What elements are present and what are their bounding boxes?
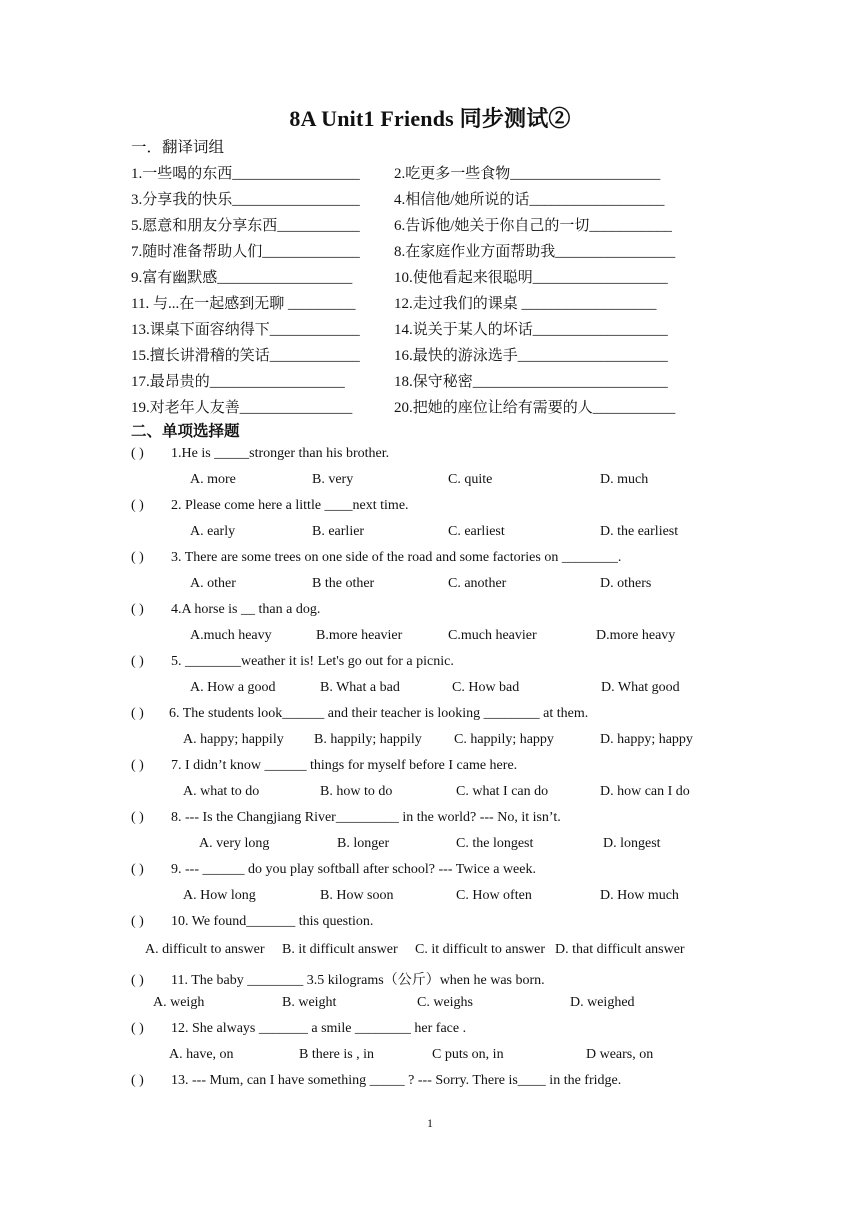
option[interactable]: D. the earliest	[600, 524, 679, 539]
option[interactable]: D. that difficult answer	[555, 942, 685, 957]
question-text: 8. --- Is the Changjiang River_________ in the world? --- No, it isn’t.	[171, 810, 561, 825]
answer-blank[interactable]: ( )	[131, 1073, 144, 1088]
question-line	[131, 758, 517, 774]
vocab-item: 13.课桌下面容纳得下____________	[131, 322, 360, 338]
question-text: 12. She always _______ a smile ________ her face .	[171, 1021, 467, 1036]
option[interactable]: B there is , in	[299, 1047, 375, 1062]
option[interactable]: D. others	[600, 576, 652, 591]
vocab-item: 20.把她的座位让给有需要的人___________	[394, 400, 676, 416]
option[interactable]: B. it difficult answer	[282, 942, 398, 957]
question-line	[131, 446, 389, 462]
option[interactable]: C.much heavier	[448, 628, 537, 643]
answer-blank[interactable]: ( )	[131, 1021, 144, 1036]
vocab-row	[131, 396, 691, 420]
option[interactable]: C. earliest	[448, 524, 505, 539]
question-text: 6. The students look______ and their teacher is looking ________ at them.	[169, 706, 589, 721]
vocab-item: 1.一些喝的东西_________________	[131, 166, 360, 182]
answer-blank[interactable]: ( )	[131, 758, 144, 773]
vocab-item: 12.走过我们的课桌 __________________	[394, 296, 657, 312]
vocab-item: 7.随时准备帮助人们_____________	[131, 244, 360, 260]
option[interactable]: A. How long	[183, 888, 256, 903]
option[interactable]: A. very long	[199, 836, 270, 851]
option[interactable]: D wears, on	[586, 1047, 654, 1062]
option[interactable]: D. How much	[600, 888, 679, 903]
option[interactable]: B. How soon	[320, 888, 394, 903]
vocab-item: 14.说关于某人的坏话__________________	[394, 322, 668, 338]
option[interactable]: B. What a bad	[320, 680, 400, 695]
section2-heading: 二、单项选择题	[131, 423, 240, 440]
option[interactable]: A. more	[190, 472, 236, 487]
vocab-row	[131, 292, 691, 316]
question-line	[131, 498, 409, 514]
question-text: 11. The baby ________ 3.5 kilograms（公斤）when he was born.	[171, 973, 545, 988]
answer-blank[interactable]: ( )	[131, 706, 144, 721]
question-text: 13. --- Mum, can I have something _____ ? --- Sorry. There is____ in the fridge.	[171, 1073, 622, 1088]
option[interactable]: A. have, on	[169, 1047, 234, 1062]
answer-blank[interactable]: ( )	[131, 810, 144, 825]
vocab-item: 11. 与...在一起感到无聊 _________	[131, 296, 356, 312]
question-text: 1.He is _____stronger than his brother.	[171, 446, 390, 461]
answer-blank[interactable]: ( )	[131, 914, 144, 929]
question-line	[131, 550, 621, 566]
option[interactable]: A. happy; happily	[183, 732, 284, 747]
option[interactable]: B. longer	[337, 836, 390, 851]
vocab-row	[131, 266, 691, 290]
vocab-item: 3.分享我的快乐_________________	[131, 192, 360, 208]
option[interactable]: A. difficult to answer	[145, 942, 265, 957]
answer-blank[interactable]: ( )	[131, 973, 144, 988]
option[interactable]: B. very	[312, 472, 354, 487]
vocab-item: 4.相信他/她所说的话__________________	[394, 192, 665, 208]
question-line	[131, 969, 545, 989]
question-text: 5. ________weather it is! Let's go out for a picnic.	[171, 654, 454, 669]
option[interactable]: A. early	[190, 524, 236, 539]
question-text: 7. I didn’t know ______ things for myself before I came here.	[171, 758, 518, 773]
vocab-item: 15.擅长讲滑稽的笑话____________	[131, 348, 360, 364]
option[interactable]: B. how to do	[320, 784, 393, 799]
vocab-item: 5.愿意和朋友分享东西___________	[131, 218, 360, 234]
answer-blank[interactable]: ( )	[131, 498, 144, 513]
question-line	[131, 654, 454, 670]
section1-heading: 一．翻译词组	[131, 139, 225, 156]
question-text: 3. There are some trees on one side of the road and some factories on ________.	[171, 550, 622, 565]
option[interactable]: A. How a good	[190, 680, 276, 695]
option[interactable]: A.much heavy	[190, 628, 272, 643]
option[interactable]: D. happy; happy	[600, 732, 693, 747]
option[interactable]: C. weighs	[417, 995, 473, 1010]
question-line	[131, 914, 373, 930]
vocab-item: 2.吃更多一些食物____________________	[394, 166, 661, 182]
vocab-item: 8.在家庭作业方面帮助我________________	[394, 244, 676, 260]
question-text: 4.A horse is __ than a dog.	[171, 602, 321, 617]
option[interactable]: D. how can I do	[600, 784, 690, 799]
vocab-item: 9.富有幽默感__________________	[131, 270, 353, 286]
option[interactable]: A. other	[190, 576, 236, 591]
option[interactable]: D. longest	[603, 836, 661, 851]
option[interactable]: D. much	[600, 472, 649, 487]
question-line	[131, 602, 320, 618]
answer-blank[interactable]: ( )	[131, 862, 144, 877]
option[interactable]: C. another	[448, 576, 507, 591]
option[interactable]: C. How often	[456, 888, 532, 903]
vocab-row	[131, 188, 691, 212]
option[interactable]: C. quite	[448, 472, 493, 487]
option[interactable]: C. happily; happy	[454, 732, 554, 747]
answer-blank[interactable]: ( )	[131, 602, 144, 617]
option[interactable]: C. what I can do	[456, 784, 549, 799]
question-line	[131, 1073, 621, 1089]
option[interactable]: A. weigh	[153, 995, 205, 1010]
option[interactable]: B the other	[312, 576, 375, 591]
option[interactable]: B. weight	[282, 995, 337, 1010]
option[interactable]: A. what to do	[183, 784, 260, 799]
vocab-row	[131, 318, 691, 342]
vocab-item: 10.使他看起来很聪明__________________	[394, 270, 668, 286]
vocab-item: 18.保守秘密__________________________	[394, 374, 668, 390]
vocab-item: 6.告诉他/她关于你自己的一切___________	[394, 218, 672, 234]
vocab-row	[131, 240, 691, 264]
vocab-item: 19.对老年人友善_______________	[131, 400, 353, 416]
vocab-row	[131, 162, 691, 186]
question-line	[131, 810, 561, 826]
option[interactable]: B.more heavier	[316, 628, 403, 643]
page-title: 8A Unit1 Friends 同步测试②	[289, 106, 571, 131]
option[interactable]: D. What good	[601, 680, 680, 695]
answer-blank[interactable]: ( )	[131, 654, 144, 669]
vocab-item: 16.最快的游泳选手____________________	[394, 348, 668, 364]
option[interactable]: C. the longest	[456, 836, 534, 851]
option[interactable]: B. happily; happily	[314, 732, 422, 747]
answer-blank[interactable]: ( )	[131, 446, 144, 461]
option[interactable]: B. earlier	[312, 524, 365, 539]
option[interactable]: C. it difficult to answer	[415, 942, 545, 957]
vocab-row	[131, 214, 691, 238]
answer-blank[interactable]: ( )	[131, 550, 144, 565]
question-text: 10. We found_______ this question.	[171, 914, 374, 929]
option[interactable]: C. How bad	[452, 680, 520, 695]
vocab-row	[131, 344, 691, 368]
question-line	[131, 1021, 466, 1037]
option[interactable]: C puts on, in	[432, 1047, 504, 1062]
question-line	[131, 706, 588, 722]
option[interactable]: D. weighed	[570, 995, 635, 1010]
page-number: 1	[427, 1116, 433, 1130]
vocab-row	[131, 370, 691, 394]
question-text: 2. Please come here a little ____next time.	[171, 498, 409, 513]
question-line	[131, 862, 536, 878]
option[interactable]: D.more heavy	[596, 628, 676, 643]
vocab-item: 17.最昂贵的__________________	[131, 374, 345, 390]
question-text: 9. --- ______ do you play softball after school? --- Twice a week.	[171, 862, 536, 877]
